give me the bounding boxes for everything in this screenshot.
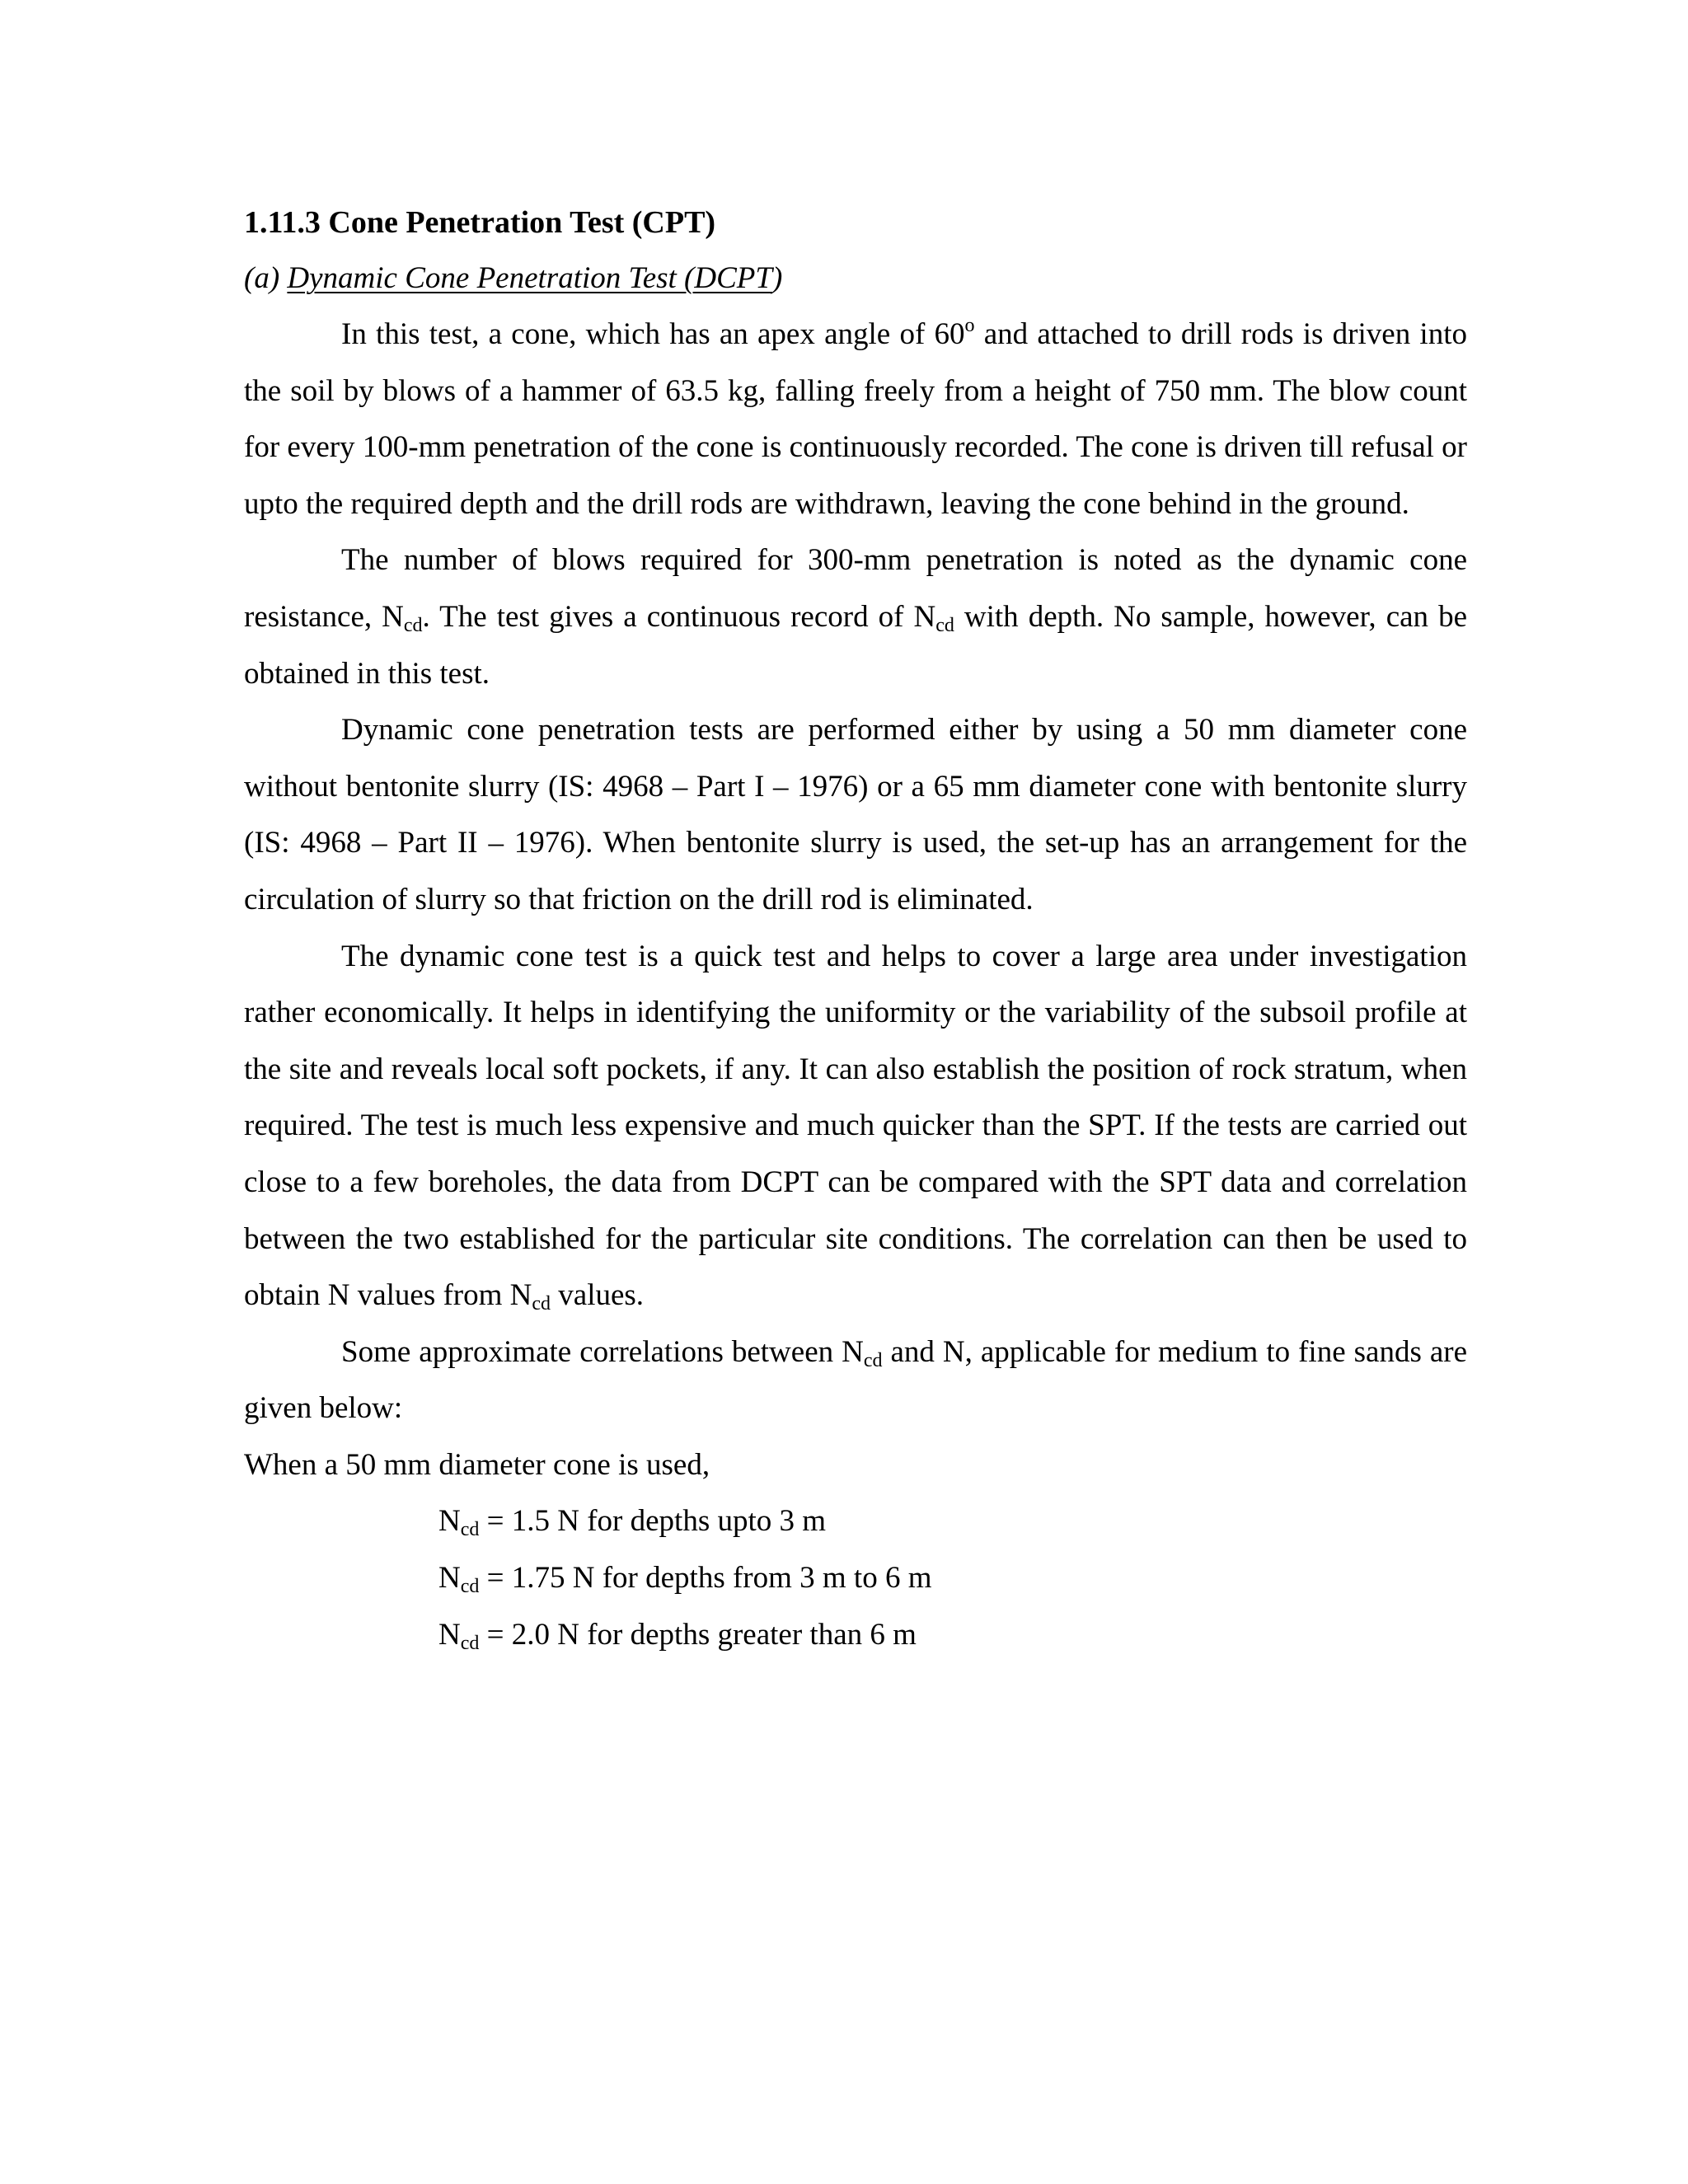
paragraph-correlations: Some approximate correlations between $N_{cd}$ and N, applicable for medium to fine sands are given below: xyxy=(244,1334,1468,1426)
paragraph-advantages: The dynamic cone test is a quick test and helps to cover a large area under investigation rather economically. It helps in identifying the uniformity or the variability of the subsoil profile at the site and reveals local soft pockets, if any. It can also establish the position of rock stratum, when required. The test is much less expensive and much quicker than the SPT. If the tests are carried out close to a few boreholes, the data from DCPT can be compared with the SPT data and correlation between the two established for the particular site conditions. The correlation can then be used to obtain N values from $N_{cd}$ values. xyxy=(244,939,1467,1315)
equation-line: $N_{cd} = 1.75$ N for depths from 3 m to 6 m xyxy=(438,1561,932,1598)
subsection-title: Dynamic Cone Penetration Test (DCPT xyxy=(287,261,772,295)
section-number: 1.11.3 xyxy=(244,205,321,240)
paragraph-cone-resistance: The number of blows required for 300-mm penetration is noted as the dynamic cone resistance, $N_{cd}$. The test gives a continuous record of $N_{cd}$ with depth. No sample, however, can be obtained in this test. xyxy=(244,543,1467,691)
degree-superscript: o xyxy=(964,315,975,336)
subsection-heading: (a) Dynamic Cone Penetration Test (DCPT) xyxy=(244,261,783,295)
subsection-marker: (a) xyxy=(244,261,280,295)
correlation-intro: When a 50 mm diameter cone is used, xyxy=(244,1447,710,1482)
equation-line: $N_{cd} = 2.0$ N for depths greater than 6 m xyxy=(438,1617,917,1654)
section-heading xyxy=(244,194,1467,251)
equation-line: $N_{cd} = 1.5$ N for depths upto 3 m xyxy=(438,1504,827,1541)
paragraph-test-procedure: In this test, a cone, which has an apex angle of 60$^o$ and attached to drill rods is driven into the soil by blows of a hammer of 63.5 kg, falling freely from a height of 750 mm. The blow count for every 100-mm penetration of the cone is continuously recorded. The cone is driven till refusal or upto the required depth and the drill rods are withdrawn, leaving the cone behind in the ground. xyxy=(244,315,1467,521)
document-page xyxy=(244,194,1467,1663)
section-title: Cone Penetration Test (CPT) xyxy=(328,205,716,240)
paragraph-cone-types: Dynamic cone penetration tests are performed either by using a 50 mm diameter cone without bentonite slurry (IS: 4968 – Part I – 1976) or a 65 mm diameter cone with bentonite slurry (IS: 4968 – Part II – 1976). When bentonite slurry is used, the set-up has an arrangement for the circulation of slurry so that friction on the drill rod is eliminated. xyxy=(244,713,1467,916)
